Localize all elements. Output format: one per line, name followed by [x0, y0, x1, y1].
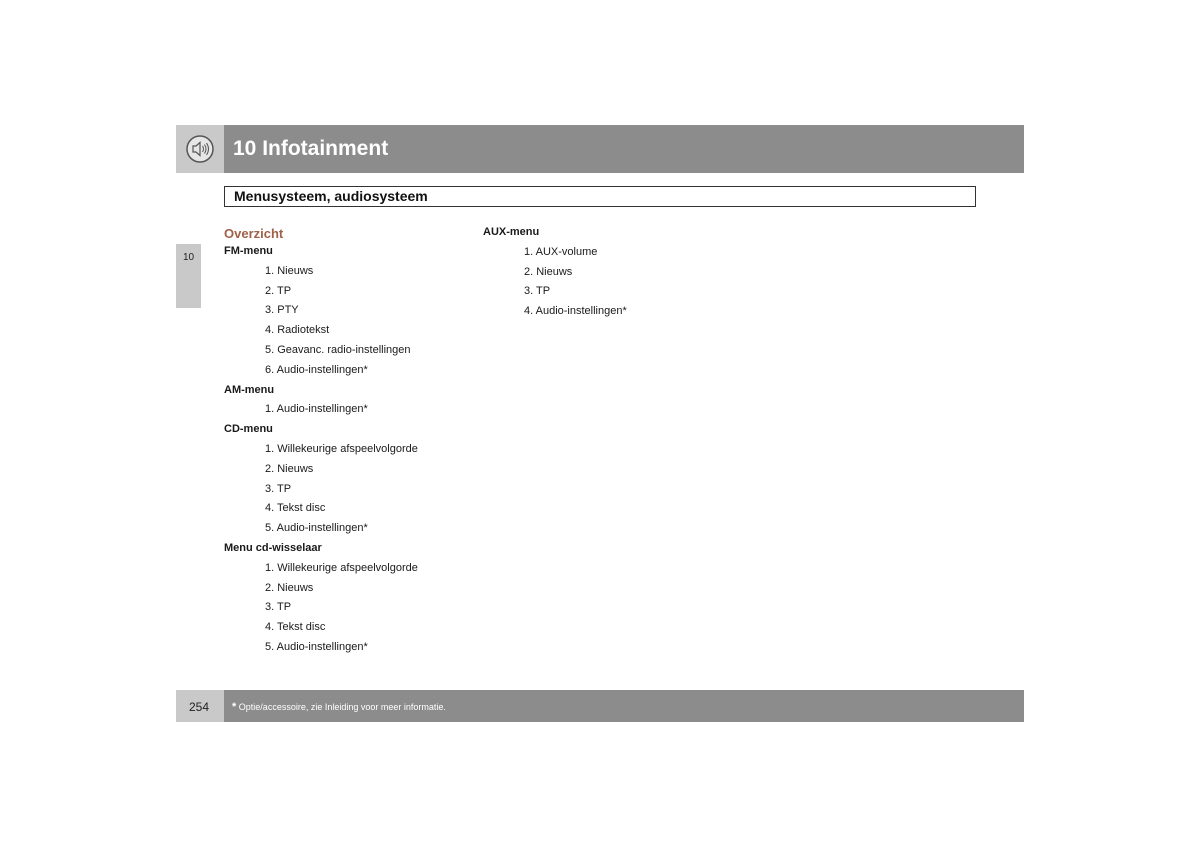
menu-item: 4. Audio-instellingen*	[524, 305, 627, 318]
menu-item: 3. TP	[265, 482, 292, 495]
footnote-star: *	[232, 701, 237, 713]
menu-heading: FM-menu	[224, 245, 273, 257]
menu-heading: AUX-menu	[483, 226, 540, 238]
menu-item: 3. TP	[265, 601, 292, 614]
menu-item: 1. Audio-instellingen*	[265, 403, 368, 416]
menu-item: 5. Audio-instellingen*	[265, 640, 368, 653]
menu-item: 1. Willekeurige afspeelvolgorde	[265, 561, 418, 574]
menu-item: 4. Tekst disc	[265, 502, 326, 515]
menu-item: 2. Nieuws	[265, 581, 314, 594]
menu-item: 3. TP	[524, 285, 551, 298]
chapter-side-tab	[176, 244, 201, 308]
chapter-header	[224, 125, 1024, 173]
menu-item: 4. Radiotekst	[265, 324, 330, 337]
right-column	[483, 226, 733, 322]
menu-item: 5. Geavanc. radio-instellingen	[265, 343, 411, 356]
menu-item: 3. PTY	[265, 304, 299, 317]
chapter-number: 10	[183, 252, 195, 263]
menu-item: 1. Willekeurige afspeelvolgorde	[265, 442, 418, 455]
menu-item: 2. Nieuws	[265, 462, 314, 475]
overview-heading: Overzicht	[224, 226, 284, 241]
menu-item: 1. Nieuws	[265, 264, 314, 277]
page-number: 254	[189, 700, 210, 714]
speaker-icon	[186, 135, 214, 163]
menu-heading: CD-menu	[224, 423, 273, 436]
left-column	[224, 226, 474, 658]
footer-bar	[224, 690, 1024, 722]
menu-item: 6. Audio-instellingen*	[265, 363, 368, 376]
menu-item: 2. TP	[265, 284, 292, 297]
menu-item: 5. Audio-instellingen*	[265, 522, 368, 535]
menu-heading: AM-menu	[224, 383, 275, 396]
page-number-box	[176, 690, 224, 722]
menu-item: 4. Tekst disc	[265, 621, 326, 634]
section-title-box	[224, 186, 976, 207]
footnote-text: Optie/accessoire, zie Inleiding voor meer informatie.	[238, 702, 446, 712]
chapter-icon-box	[176, 125, 224, 173]
footnote	[232, 701, 446, 713]
menu-heading: Menu cd-wisselaar	[224, 541, 322, 554]
chapter-title: 10 Infotainment	[233, 137, 389, 160]
menu-item: 1. AUX-volume	[524, 245, 598, 258]
menu-item: 2. Nieuws	[524, 265, 573, 278]
section-title: Menusysteem, audiosysteem	[234, 188, 428, 204]
